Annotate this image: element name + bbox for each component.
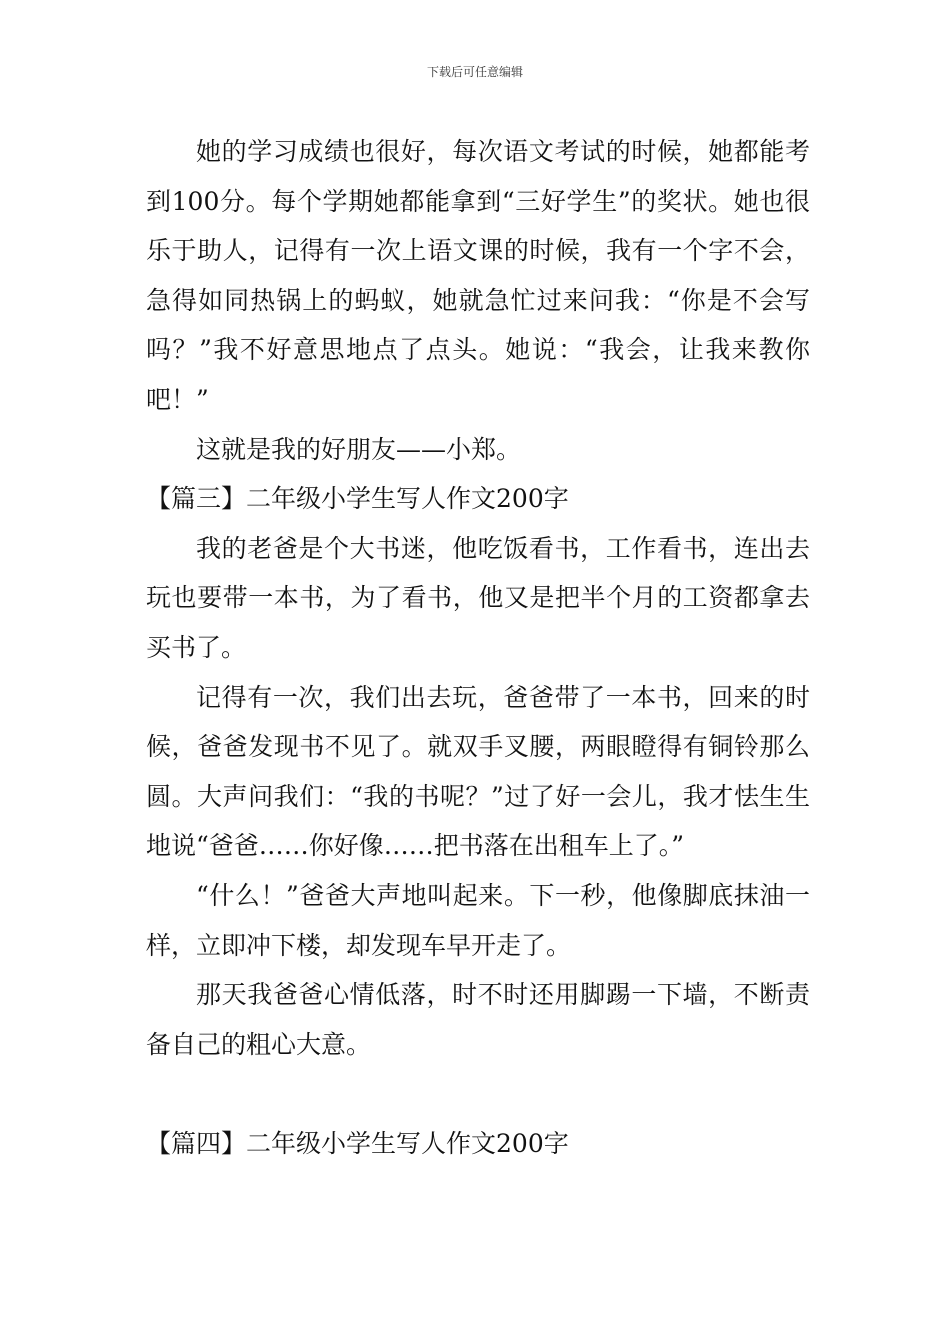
document-body xyxy=(146,127,810,1168)
section-title-part-four: 【篇四】二年级小学生写人作文200字 xyxy=(146,1128,569,1158)
blank-line xyxy=(146,1069,810,1119)
page-header-note: 下载后可任意编辑 xyxy=(426,65,523,79)
paragraph-friend-conclusion: 这就是我的好朋友——小郑。 xyxy=(196,434,522,464)
section-title-part-three: 【篇三】二年级小学生写人作文200字 xyxy=(146,484,569,514)
paragraph-lost-book: 记得有一次，我们出去玩，爸爸带了一本书，回来的时候，爸爸发现书不见了。就双手叉腰，两眼瞪得有铜铃那么圆。大声问我们：“我的书呢？”过了好一会儿，我才怯生生地说“爸爸……你好像……把书落在出租车上了。” xyxy=(146,682,810,861)
paragraph-dad-mood: 那天我爸爸心情低落，时不时还用脚踢一下墙，不断责备自己的粗心大意。 xyxy=(146,980,810,1059)
paragraph-friend-achievements: 她的学习成绩也很好，每次语文考试的时候，她都能考到100分。每个学期她都能拿到“三好学生”的奖状。她也很乐于助人，记得有一次上语文课的时候，我有一个字不会，急得如同热锅上的蚂蚁，她就急忙过来问我：“你是不会写吗？”我不好意思地点了点头。她说：“我会，让我来教你吧！” xyxy=(146,137,810,414)
paragraph-dad-reaction: “什么！”爸爸大声地叫起来。下一秒，他像脚底抹油一样，立即冲下楼，却发现车早开走了。 xyxy=(146,880,810,960)
paragraph-dad-bookworm: 我的老爸是个大书迷，他吃饭看书，工作看书，连出去玩也要带一本书，为了看书，他又是把半个月的工资都拿去买书了。 xyxy=(146,533,810,662)
